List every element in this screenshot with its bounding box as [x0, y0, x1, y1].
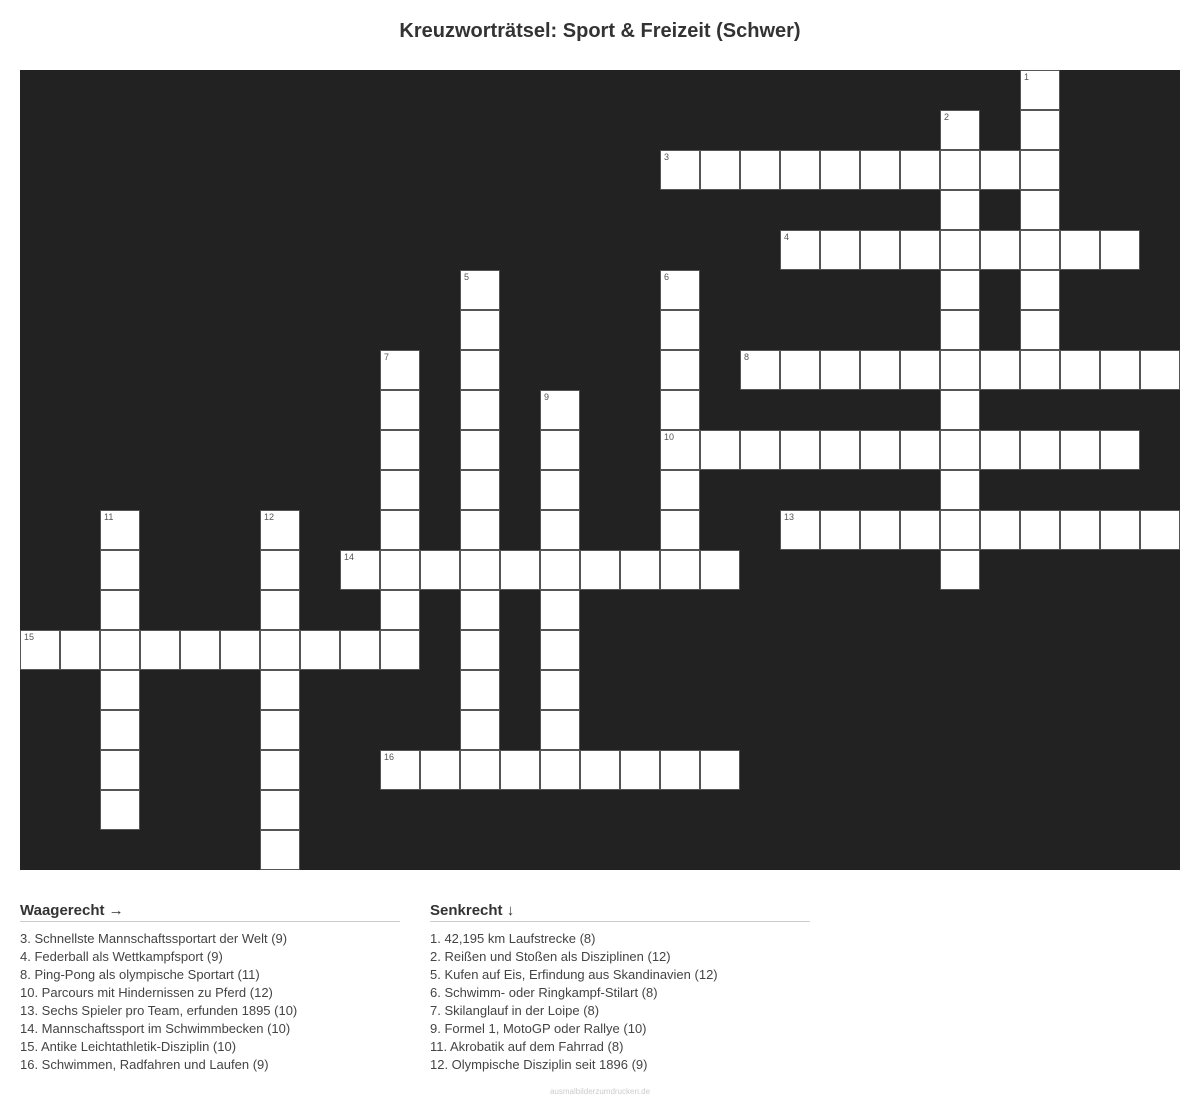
grid-cell[interactable]	[660, 310, 700, 350]
grid-cell[interactable]	[1140, 510, 1180, 550]
across-clue: 8. Ping-Pong als olympische Sportart (11)	[20, 967, 260, 982]
grid-cell[interactable]	[460, 670, 500, 710]
grid-cell[interactable]	[900, 230, 940, 270]
grid-cell[interactable]	[220, 630, 260, 670]
grid-cell[interactable]	[940, 510, 980, 550]
grid-cell[interactable]	[380, 550, 420, 590]
clue-number: 12	[264, 512, 275, 522]
grid-cell[interactable]	[1020, 430, 1060, 470]
grid-cell[interactable]	[1060, 430, 1100, 470]
grid-cell[interactable]	[980, 350, 1020, 390]
grid-cell[interactable]	[540, 430, 580, 470]
clue-number: 7	[384, 352, 390, 362]
down-clue: 2. Reißen und Stoßen als Disziplinen (12)	[430, 949, 671, 964]
across-clues-panel	[20, 902, 400, 1074]
grid-cell[interactable]	[780, 350, 820, 390]
grid-cell[interactable]	[1100, 430, 1140, 470]
grid-cell[interactable]	[700, 150, 740, 190]
grid-cell[interactable]	[380, 590, 420, 630]
grid-cell[interactable]	[380, 750, 420, 790]
grid-cell[interactable]	[100, 710, 140, 750]
grid-cell[interactable]	[260, 590, 300, 630]
grid-cell[interactable]	[1020, 190, 1060, 230]
clue-number: 9	[544, 392, 550, 402]
grid-cell[interactable]	[860, 350, 900, 390]
clue-number: 8	[744, 352, 750, 362]
grid-cell[interactable]	[260, 550, 300, 590]
grid-cell[interactable]	[620, 750, 660, 790]
grid-cell[interactable]	[100, 510, 140, 550]
grid-cell[interactable]	[380, 350, 420, 390]
clue-number: 13	[784, 512, 795, 522]
grid-cell[interactable]	[380, 390, 420, 430]
grid-cell[interactable]	[180, 630, 220, 670]
grid-cell[interactable]	[660, 550, 700, 590]
grid-cell[interactable]	[820, 350, 860, 390]
grid-cell[interactable]	[940, 110, 980, 150]
grid-cell[interactable]	[780, 430, 820, 470]
grid-cell[interactable]	[260, 830, 300, 870]
clue-number: 6	[664, 272, 670, 282]
grid-cell[interactable]	[580, 550, 620, 590]
down-heading: Senkrecht ↓	[430, 902, 810, 922]
grid-cell[interactable]	[460, 590, 500, 630]
grid-cell[interactable]	[980, 230, 1020, 270]
grid-cell[interactable]	[20, 630, 60, 670]
grid-cell[interactable]	[1020, 310, 1060, 350]
grid-cell[interactable]	[980, 510, 1020, 550]
grid-cell[interactable]	[100, 670, 140, 710]
across-clue: 10. Parcours mit Hindernissen zu Pferd (12)	[20, 985, 273, 1000]
clue-number: 5	[464, 272, 470, 282]
grid-cell[interactable]	[1100, 350, 1140, 390]
grid-cell[interactable]	[1100, 230, 1140, 270]
grid-cell[interactable]	[940, 270, 980, 310]
grid-cell[interactable]	[460, 430, 500, 470]
clue-number: 15	[24, 632, 35, 642]
down-clues-panel	[430, 902, 810, 1074]
grid-cell[interactable]	[100, 550, 140, 590]
down-clue: 11. Akrobatik auf dem Fahrrad (8)	[430, 1039, 624, 1054]
grid-cell[interactable]	[460, 270, 500, 310]
grid-cell[interactable]	[820, 430, 860, 470]
clue-number: 11	[104, 512, 114, 522]
grid-cell[interactable]	[740, 430, 780, 470]
grid-cell[interactable]	[460, 310, 500, 350]
grid-cell[interactable]	[980, 150, 1020, 190]
grid-cell[interactable]	[900, 150, 940, 190]
grid-cell[interactable]	[300, 630, 340, 670]
grid-cell[interactable]	[860, 430, 900, 470]
grid-cell[interactable]	[940, 430, 980, 470]
grid-cell[interactable]	[1100, 510, 1140, 550]
grid-cell[interactable]	[540, 630, 580, 670]
grid-cell[interactable]	[740, 150, 780, 190]
down-clue: 1. 42,195 km Laufstrecke (8)	[430, 931, 596, 946]
grid-cell[interactable]	[460, 390, 500, 430]
across-clue: 14. Mannschaftssport im Schwimmbecken (10)	[20, 1021, 291, 1036]
grid-cell[interactable]	[100, 750, 140, 790]
grid-cell[interactable]	[580, 750, 620, 790]
grid-cell[interactable]	[660, 270, 700, 310]
grid-cell[interactable]	[940, 230, 980, 270]
across-heading: Waagerecht →	[20, 902, 400, 922]
grid-cell[interactable]	[540, 470, 580, 510]
down-clue: 12. Olympische Disziplin seit 1896 (9)	[430, 1057, 648, 1072]
grid-cell[interactable]	[980, 430, 1020, 470]
clue-number: 10	[664, 432, 675, 442]
grid-cell[interactable]	[500, 550, 540, 590]
grid-cell[interactable]	[540, 750, 580, 790]
clue-number: 16	[384, 752, 395, 762]
clue-number: 4	[784, 232, 790, 242]
puzzle-title: Kreuzworträtsel: Sport & Freizeit (Schwer)	[399, 20, 801, 42]
grid-cell[interactable]	[780, 150, 820, 190]
grid-cell[interactable]	[660, 350, 700, 390]
grid-cell[interactable]	[260, 510, 300, 550]
clue-number: 1	[1024, 72, 1030, 82]
grid-cell[interactable]	[1020, 510, 1060, 550]
grid-cell[interactable]	[660, 150, 700, 190]
grid-cell[interactable]	[940, 310, 980, 350]
grid-cell[interactable]	[540, 390, 580, 430]
grid-cell[interactable]	[620, 550, 660, 590]
grid-cell[interactable]	[940, 350, 980, 390]
across-clue: 4. Federball als Wettkampfsport (9)	[20, 949, 223, 964]
grid-cell[interactable]	[540, 590, 580, 630]
grid-cell[interactable]	[540, 670, 580, 710]
grid-cell[interactable]	[660, 510, 700, 550]
grid-cell[interactable]	[540, 510, 580, 550]
grid-cell[interactable]	[780, 510, 820, 550]
clue-number: 2	[944, 112, 950, 122]
grid-cell[interactable]	[380, 430, 420, 470]
grid-cell[interactable]	[260, 790, 300, 830]
crossword-grid	[20, 70, 1180, 870]
grid-cell[interactable]	[1060, 230, 1100, 270]
grid-cell[interactable]	[260, 750, 300, 790]
grid-cell[interactable]	[820, 150, 860, 190]
grid-cell[interactable]	[1020, 150, 1060, 190]
across-clue-list	[20, 930, 400, 1074]
grid-cell[interactable]	[1020, 110, 1060, 150]
grid-cell[interactable]	[460, 630, 500, 670]
grid-cell[interactable]	[1020, 350, 1060, 390]
grid-cell[interactable]	[100, 790, 140, 830]
grid-cell[interactable]	[860, 230, 900, 270]
clue-number: 3	[664, 152, 670, 162]
grid-cell[interactable]	[380, 510, 420, 550]
grid-cell[interactable]	[940, 150, 980, 190]
grid-cell[interactable]	[460, 510, 500, 550]
grid-cell[interactable]	[1020, 270, 1060, 310]
across-clue: 15. Antike Leichtathletik-Disziplin (10)	[20, 1039, 237, 1054]
grid-cell[interactable]	[940, 390, 980, 430]
grid-cell[interactable]	[460, 470, 500, 510]
grid-cell[interactable]	[540, 550, 580, 590]
grid-cell[interactable]	[260, 710, 300, 750]
grid-cell[interactable]	[340, 630, 380, 670]
down-clue: 7. Skilanglauf in der Loipe (8)	[430, 1003, 600, 1018]
grid-cell[interactable]	[380, 470, 420, 510]
grid-cell[interactable]	[700, 750, 740, 790]
down-clue-list	[430, 930, 810, 1074]
grid-cell[interactable]	[700, 430, 740, 470]
grid-cell[interactable]	[100, 590, 140, 630]
grid-cell[interactable]	[900, 350, 940, 390]
grid-cell[interactable]	[260, 670, 300, 710]
grid-cell[interactable]	[900, 510, 940, 550]
grid-cell[interactable]	[1020, 70, 1060, 110]
grid-cell[interactable]	[100, 630, 140, 670]
across-clue: 3. Schnellste Mannschaftssportart der Welt (9)	[20, 931, 288, 946]
grid-cell[interactable]	[420, 550, 460, 590]
grid-cell[interactable]	[340, 550, 380, 590]
grid-cell[interactable]	[660, 430, 700, 470]
grid-cell[interactable]	[940, 470, 980, 510]
grid-cell[interactable]	[900, 430, 940, 470]
grid-cell[interactable]	[820, 230, 860, 270]
grid-cell[interactable]	[460, 550, 500, 590]
grid-cell[interactable]	[380, 630, 420, 670]
grid-cell[interactable]	[140, 630, 180, 670]
grid-cell[interactable]	[940, 550, 980, 590]
grid-cell[interactable]	[780, 230, 820, 270]
clue-number: 14	[344, 552, 355, 562]
grid-cell[interactable]	[660, 750, 700, 790]
grid-cell[interactable]	[1140, 350, 1180, 390]
down-clue: 5. Kufen auf Eis, Erfindung aus Skandinavien (12)	[430, 967, 718, 982]
grid-cell[interactable]	[1060, 510, 1100, 550]
grid-cell[interactable]	[260, 630, 300, 670]
grid-cell[interactable]	[60, 630, 100, 670]
grid-cell[interactable]	[460, 750, 500, 790]
footer-credit: ausmalbilderzumdrucken.de	[549, 1087, 651, 1096]
across-clue: 16. Schwimmen, Radfahren und Laufen (9)	[20, 1057, 269, 1072]
grid-cell[interactable]	[820, 510, 860, 550]
grid-cell[interactable]	[500, 750, 540, 790]
grid-cell[interactable]	[540, 710, 580, 750]
down-clue: 9. Formel 1, MotoGP oder Rallye (10)	[430, 1021, 647, 1036]
grid-cell[interactable]	[460, 350, 500, 390]
grid-cell[interactable]	[420, 750, 460, 790]
grid-cell[interactable]	[660, 390, 700, 430]
grid-cell[interactable]	[1060, 350, 1100, 390]
grid-cell[interactable]	[700, 550, 740, 590]
grid-cell[interactable]	[660, 470, 700, 510]
grid-cell[interactable]	[860, 510, 900, 550]
grid-cell[interactable]	[740, 350, 780, 390]
grid-cell[interactable]	[1020, 230, 1060, 270]
down-clue: 6. Schwimm- oder Ringkampf-Stilart (8)	[430, 985, 658, 1000]
across-clue: 13. Sechs Spieler pro Team, erfunden 1895 (10)	[20, 1003, 298, 1018]
grid-cell[interactable]	[860, 150, 900, 190]
grid-cell[interactable]	[460, 710, 500, 750]
grid-cell[interactable]	[940, 190, 980, 230]
